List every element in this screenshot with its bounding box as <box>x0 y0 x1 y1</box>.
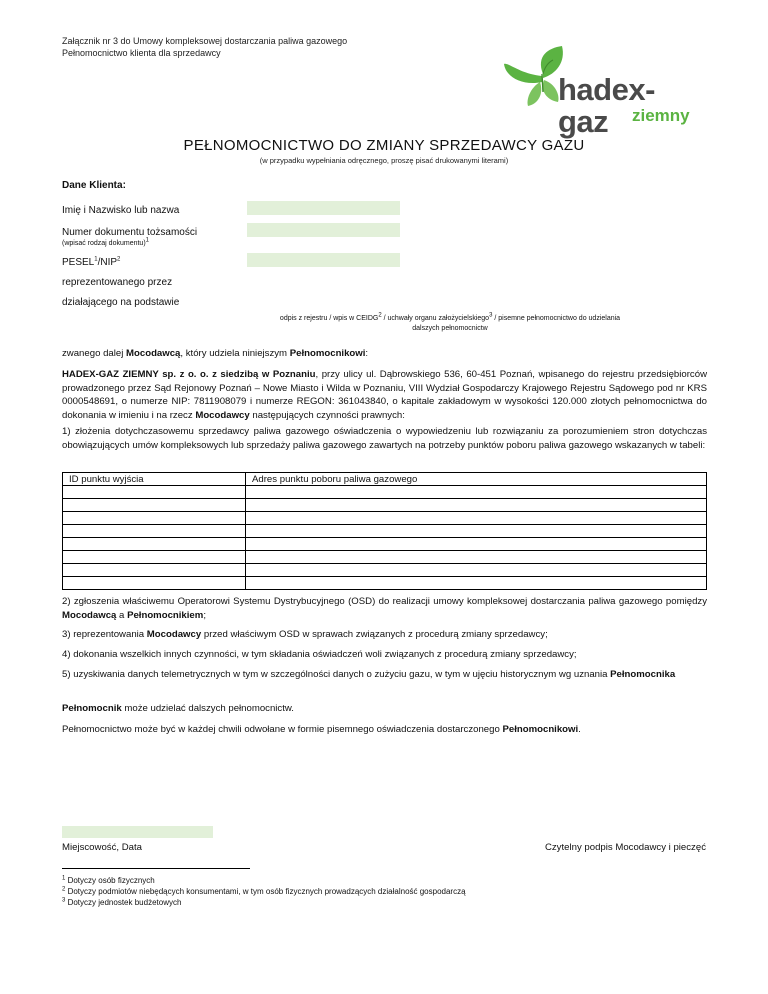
acting-basis-label: działającego na podstawie <box>62 297 180 308</box>
cell-address[interactable] <box>246 499 707 512</box>
table-row <box>63 564 707 577</box>
col-header-address: Adres punktu poboru paliwa gazowego <box>246 473 707 486</box>
place-date-label: Miejscowość, Data <box>62 842 142 853</box>
table-row <box>63 499 707 512</box>
place-date-field[interactable] <box>62 826 213 838</box>
cell-point-id[interactable] <box>63 486 246 499</box>
header-line-2: Pełnomocnictwo klienta dla sprzedawcy <box>62 48 221 58</box>
footnote-2: $^2$ Dotyczy podmiotów niebędących konsumentami, w tym osób fizycznych prowadzących działalność gospodarczą <box>62 886 466 896</box>
table-row <box>63 486 707 499</box>
cell-address[interactable] <box>246 538 707 551</box>
pesel-nip-label: PESEL$^1$/NIP$^2$ <box>62 256 121 268</box>
client-name-label: Imię i Nazwisko lub nazwa <box>62 205 180 216</box>
footnote-1: $^1$ Dotyczy osób fizycznych <box>62 875 155 885</box>
cell-address[interactable] <box>246 512 707 525</box>
cell-address[interactable] <box>246 577 707 590</box>
document-type-hint: (wpisać rodzaj dokumentu)$^1$ <box>62 237 149 247</box>
cell-address[interactable] <box>246 525 707 538</box>
cell-point-id[interactable] <box>63 538 246 551</box>
table-row <box>63 577 707 590</box>
revocation-paragraph: Pełnomocnictwo może być w każdej chwili odwołane w formie pisemnego oświadczenia dostarczonego Pełnomocnikowi. <box>62 724 581 735</box>
cell-point-id[interactable] <box>63 577 246 590</box>
pesel-nip-field[interactable] <box>247 253 400 267</box>
item-4-paragraph: 4) dokonania wszelkich innych czynności, w tym składania oświadczeń woli związanych z procedurą zmiany sprzedawcy; <box>62 649 577 660</box>
page-title: PEŁNOMOCNICTWO DO ZMIANY SPRZEDAWCY GAZU <box>183 137 585 154</box>
col-header-point-id: ID punktu wyjścia <box>63 473 246 486</box>
table-header-row <box>63 473 707 486</box>
intro-paragraph: zwanego dalej Mocodawcą, który udziela niniejszym Pełnomocnikowi: <box>62 348 369 359</box>
represented-by-label: reprezentowanego przez <box>62 277 173 288</box>
logo-wordmark: hadex-gaz <box>558 72 655 139</box>
document-header <box>62 35 347 59</box>
document-number-label: Numer dokumentu tożsamości <box>62 227 198 238</box>
cell-address[interactable] <box>246 551 707 564</box>
table-row <box>63 551 707 564</box>
page-subtitle: (w przypadku wypełniania odręcznego, proszę pisać drukowanymi literami) <box>259 156 509 165</box>
item-1-paragraph: 1) złożenia dotychczasowemu sprzedawcy paliwa gazowego oświadczenia o wypowiedzeniu lub rozwiązaniu za porozumieniem stron dotychczas obowiązujących umów kompleksowych lub sprzedaży paliwa gazowego zawartych na potrzeby punktów poboru paliwa gazowego wskazanych w tabeli: <box>62 426 707 451</box>
delivery-points-table <box>62 472 707 590</box>
item-3-paragraph: 3) reprezentowania Mocodawcy przed właściwym OSD w sprawach związanych z procedurą zmiany sprzedawcy; <box>62 629 548 640</box>
header-line-1: Załącznik nr 3 do Umowy kompleksowej dostarczania paliwa gazowego <box>62 36 348 46</box>
cell-address[interactable] <box>246 564 707 577</box>
item-5-paragraph: 5) uzyskiwania danych telemetrycznych w tym w szczególności danych o zużyciu gazu, w tym w ujęciu historycznym wg uznania Pełnomocnika <box>62 669 676 680</box>
cell-point-id[interactable] <box>63 525 246 538</box>
substitution-paragraph: Pełnomocnik może udzielać dalszych pełnomocnictw. <box>62 703 294 714</box>
logo-subtitle: ziemny <box>632 106 690 125</box>
cell-point-id[interactable] <box>63 564 246 577</box>
table-row <box>63 525 707 538</box>
footnote-3: $^3$ Dotyczy jednostek budżetowych <box>62 897 182 907</box>
document-number-field[interactable] <box>247 223 400 237</box>
table-row <box>63 512 707 525</box>
footnote-separator <box>62 868 250 869</box>
cell-address[interactable] <box>246 486 707 499</box>
company-paragraph: HADEX-GAZ ZIEMNY sp. z o. o. z siedzibą w Poznaniu, przy ulicy ul. Dąbrowskiego 536, 60-451 Poznań, wpisanego do rejestru przedsiębiorców prowadzonego przez Sąd Rejonowy Poznań – Nowe Miasto i Wilda w Poznaniu, VIII Wydział Gospodarczy Krajowego Rejestru Sądowego pod nr KRS 0000548691, o numerze NIP: 7811908079 i numerze REGON: 361043840, o kapitale zakładowym w wysokości 120.000 złotych pełnomocnictwa do dokonania w imieniu i na rzecz Mocodawcy następujących czynności prawnych: <box>62 369 707 421</box>
signature-label: Czytelny podpis Mocodawcy i pieczęć <box>544 842 706 853</box>
acting-basis-note: odpis z rejestru / wpis w CEIDG$^2$ / uchwały organu założycielskiego$^3$ / pisemne pełnomocnictwo do udzielania dalszych pełnomocnictw <box>279 312 621 332</box>
hadex-gaz-logo <box>502 44 702 139</box>
cell-point-id[interactable] <box>63 512 246 525</box>
item-2-paragraph: 2) zgłoszenia właściwemu Operatorowi Systemu Dystrybucyjnego (OSD) do realizacji umowy kompleksowej dostarczania paliwa gazowego pomiędzy Mocodawcą a Pełnomocnikiem; <box>62 596 707 621</box>
table-row <box>63 538 707 551</box>
cell-point-id[interactable] <box>63 499 246 512</box>
cell-point-id[interactable] <box>63 551 246 564</box>
client-section-heading: Dane Klienta: <box>62 180 126 191</box>
client-name-field[interactable] <box>247 201 400 215</box>
